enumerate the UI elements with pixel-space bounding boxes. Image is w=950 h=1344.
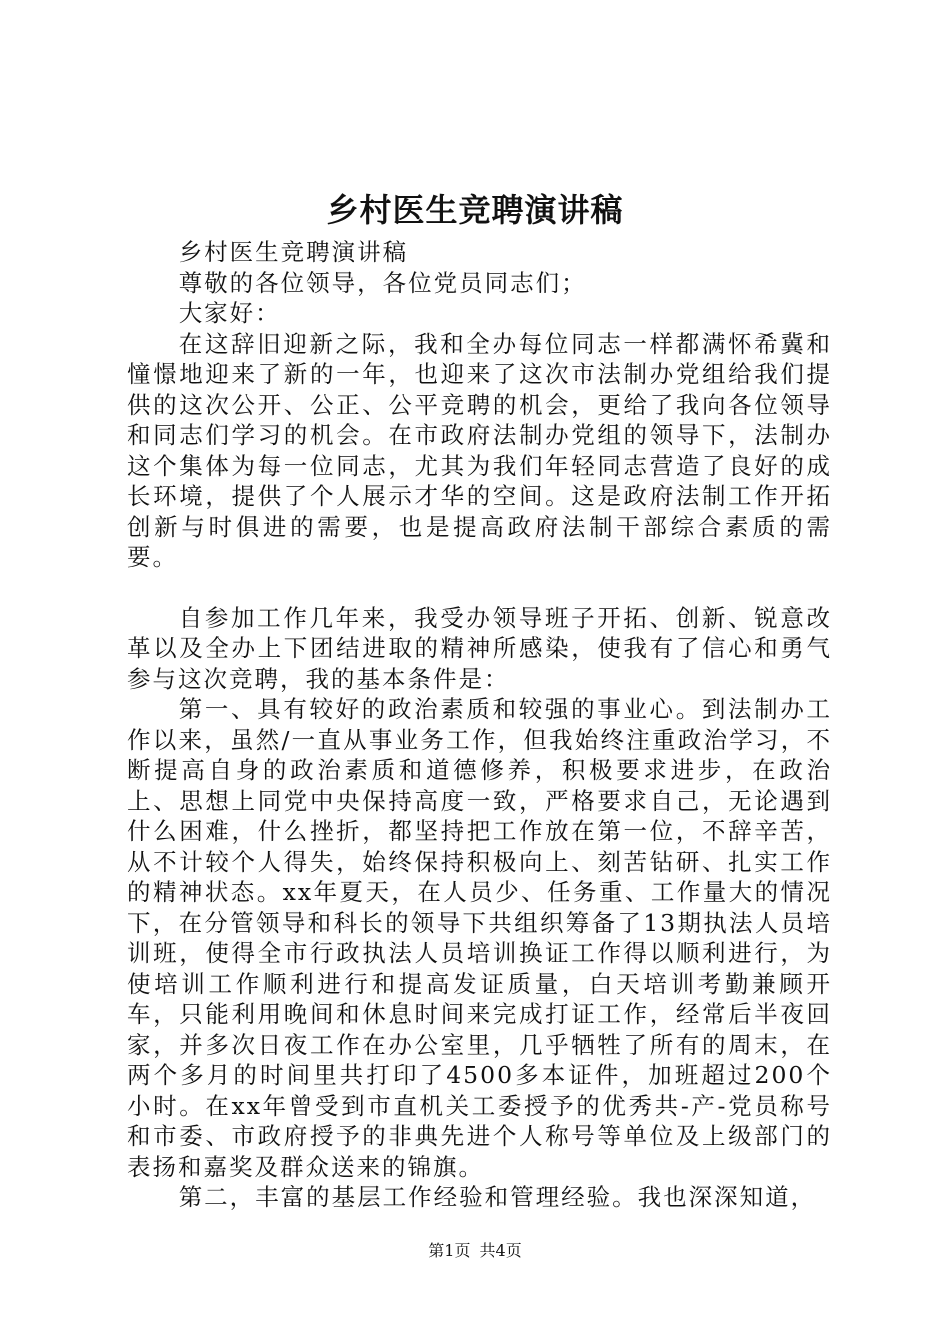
document-body — [127, 237, 832, 1213]
page-footer: 第1页 共4页 — [428, 1241, 522, 1260]
paragraph-point-one: 第一、具有较好的政治素质和较强的事业心。到法制办工作以来，虽然/一直从事业务工作，但我始终注重政治学习，不断提高自身的政治素质和道德修养，积极要求进步，在政治上、思想上同党中央保持高度一致，严格要求自己，无论遇到什么困难，什么挫折，都坚持把工作放在第一位，不辞辛苦，从不计较个人得失，始终保持积极向上、刻苦钻研、扎实工作的精神状态。xx年夏天，在人员少、任务重、工作量大的情况下，在分管领导和科长的领导下共组织筹备了13期执法人员培训班，使得全市行政执法人员培训换证工作得以顺利进行，为使培训工作顺利进行和提高发证质量，白天培训考勤兼顾开车，只能利用晚间和休息时间来完成打证工作，经常后半夜回家，并多次日夜工作在办公室里，几乎牺牲了所有的周末，在两个多月的时间里共打印了4500多本证件，加班超过200个小时。在xx年曾受到市直机关工委授予的优秀共-产-党员称号和市委、市政府授予的非典先进个人称号等单位及上级部门的表扬和嘉奖及群众送来的锦旗。 — [127, 695, 832, 1181]
paragraph-point-two: 第二，丰富的基层工作经验和管理经验。我也深深知道， — [178, 1183, 817, 1211]
paragraph-heading-repeat: 乡村医生竞聘演讲稿 — [178, 238, 409, 266]
paragraph-background: 自参加工作几年来，我受办领导班子开拓、创新、锐意改革以及全办上下团结进取的精神所感染，使我有了信心和勇气参与这次竞聘，我的基本条件是： — [127, 603, 832, 693]
paragraph-intro: 在这辞旧迎新之际，我和全办每位同志一样都满怀希冀和憧憬地迎来了新的一年，也迎来了这次市法制办党组给我们提供的这次公开、公正、公平竞聘的机会，更给了我向各位领导和同志们学习的机会。在市政府法制办党组的领导下，法制办这个集体为每一位同志，尤其为我们年轻同志营造了良好的成长环境，提供了个人展示才华的空间。这是政府法制工作开拓创新与时俱进的需要，也是提高政府法制干部综合素质的需要。 — [127, 329, 832, 571]
paragraph-salutation: 尊敬的各位领导，各位党员同志们； — [178, 268, 587, 297]
document-title: 乡村医生竞聘演讲稿 — [326, 191, 624, 229]
paragraph-greeting: 大家好： — [178, 299, 281, 327]
